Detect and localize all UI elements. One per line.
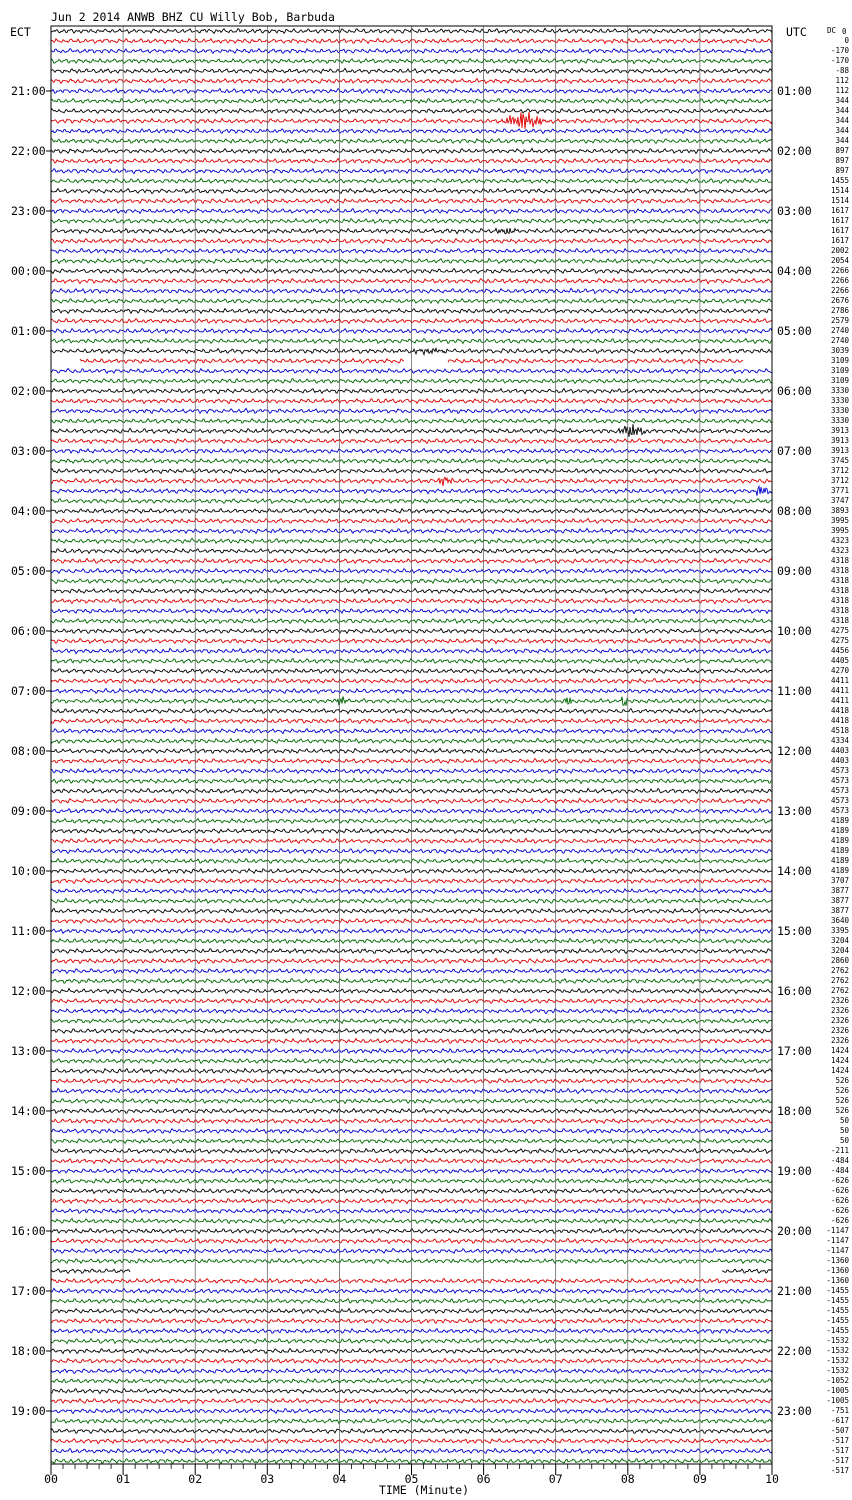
x-tick-label: 00 xyxy=(44,1472,58,1486)
dc-offset-label: -517 xyxy=(830,1456,849,1465)
dc-offset-label: 2266 xyxy=(830,276,849,285)
left-hour-label: 16:00 xyxy=(11,1224,46,1238)
dc-offset-label: 4573 xyxy=(830,806,849,815)
right-hour-label: 02:00 xyxy=(777,144,812,158)
right-hour-label: 18:00 xyxy=(777,1104,812,1118)
dc-offset-label: 2266 xyxy=(830,266,849,275)
dc-offset-label: -1532 xyxy=(826,1366,849,1375)
left-axis-label: ECT xyxy=(10,25,31,39)
dc-offset-label: 4318 xyxy=(830,596,849,605)
dc-offset-label: 3640 xyxy=(830,916,849,925)
dc-offset-label: 2786 xyxy=(830,306,849,315)
dc-offset-label: 3395 xyxy=(830,926,849,935)
dc-offset-label: 112 xyxy=(835,76,849,85)
dc-offset-label: -170 xyxy=(830,56,849,65)
dc-offset-label: 3877 xyxy=(830,906,849,915)
left-hour-label: 17:00 xyxy=(11,1284,46,1298)
dc-offset-label: 3330 xyxy=(830,416,849,425)
left-hour-label: 22:00 xyxy=(11,144,46,158)
x-axis-label: TIME (Minute) xyxy=(378,1483,470,1497)
dc-offset-label: 1617 xyxy=(830,206,849,215)
dc-offset-label: -1147 xyxy=(826,1246,849,1255)
dc-offset-label: -1005 xyxy=(826,1386,849,1395)
dc-offset-label: -626 xyxy=(830,1206,849,1215)
dc-offset-label: 4275 xyxy=(830,626,849,635)
dc-offset-label: 2579 xyxy=(830,316,849,325)
dc-offset-label: -1360 xyxy=(826,1266,849,1275)
dc-offset-label: 3039 xyxy=(830,346,849,355)
dc-offset-label: 3330 xyxy=(830,386,849,395)
dc-offset-label: 1424 xyxy=(830,1066,849,1075)
right-hour-label: 07:00 xyxy=(777,444,812,458)
left-hour-label: 18:00 xyxy=(11,1344,46,1358)
dc-offset-label: 4573 xyxy=(830,766,849,775)
right-hour-label: 11:00 xyxy=(777,684,812,698)
dc-offset-label: 1617 xyxy=(830,236,849,245)
dc-offset-label: -1147 xyxy=(826,1226,849,1235)
dc-offset-label: 50 xyxy=(839,1126,849,1135)
dc-offset-label: 2326 xyxy=(830,996,849,1005)
dc-offset-label: -1052 xyxy=(826,1376,849,1385)
dc-offset-label: 4411 xyxy=(830,696,849,705)
dc-offset-label: 4418 xyxy=(830,706,849,715)
dc-offset-label: 4456 xyxy=(830,646,849,655)
x-tick-label: 02 xyxy=(188,1472,203,1486)
dc-offset-label: -170 xyxy=(830,46,849,55)
dc-offset-label: -1455 xyxy=(826,1306,849,1315)
dc-offset-label: 3712 xyxy=(830,466,849,475)
dc-offset-label: 2762 xyxy=(830,976,849,985)
dc-offset-label: 3995 xyxy=(830,526,849,535)
dc-offset-label: 1514 xyxy=(830,186,849,195)
dc-offset-label: 344 xyxy=(835,96,849,105)
dc-offset-label: 4518 xyxy=(830,726,849,735)
dc-offset-label: 2762 xyxy=(830,986,849,995)
dc-offset-label: 4270 xyxy=(830,666,849,675)
dc-offset-label: 526 xyxy=(835,1086,849,1095)
right-hour-label: 05:00 xyxy=(777,324,812,338)
left-hour-label: 02:00 xyxy=(11,384,46,398)
x-tick-label: 08 xyxy=(620,1472,635,1486)
right-hour-label: 23:00 xyxy=(777,1404,812,1418)
left-hour-label: 08:00 xyxy=(11,744,46,758)
dc-offset-label: 2740 xyxy=(830,336,849,345)
dc-offset-label: 3771 xyxy=(830,486,849,495)
dc-offset-label: 4334 xyxy=(830,736,849,745)
dc-offset-label: -1455 xyxy=(826,1296,849,1305)
dc-offset-label: 4411 xyxy=(830,676,849,685)
left-hour-label: 10:00 xyxy=(11,864,46,878)
right-hour-label: 19:00 xyxy=(777,1164,812,1178)
dc-offset-label: -1532 xyxy=(826,1346,849,1355)
dc-offset-label: 2762 xyxy=(830,966,849,975)
dc-offset-label: 1617 xyxy=(830,216,849,225)
dc-offset-label: 4318 xyxy=(830,606,849,615)
right-hour-label: 01:00 xyxy=(777,84,812,98)
right-hour-labels xyxy=(777,84,812,1418)
dc-offset-label: 4189 xyxy=(830,856,849,865)
right-hour-label: 22:00 xyxy=(777,1344,812,1358)
dc-offset-label: 4189 xyxy=(830,826,849,835)
x-tick-label: 01 xyxy=(116,1472,131,1486)
left-hour-label: 04:00 xyxy=(11,504,46,518)
dc-offset-label: 3330 xyxy=(830,406,849,415)
dc-offset-label: 3877 xyxy=(830,896,849,905)
right-hour-label: 21:00 xyxy=(777,1284,812,1298)
dc-offset-label: 3707 xyxy=(830,876,849,885)
dc-offset-label: 3913 xyxy=(830,446,849,455)
left-hour-label: 05:00 xyxy=(11,564,46,578)
right-hour-label: 14:00 xyxy=(777,864,812,878)
dc-offset-label: 112 xyxy=(835,86,849,95)
left-hour-label: 00:00 xyxy=(11,264,46,278)
dc-offset-label: 3995 xyxy=(830,516,849,525)
right-hour-label: 03:00 xyxy=(777,204,812,218)
left-hour-label: 09:00 xyxy=(11,804,46,818)
dc-offset-label: 897 xyxy=(835,146,849,155)
left-hour-label: 12:00 xyxy=(11,984,46,998)
dc-offset-label: 0 xyxy=(844,36,849,45)
dc-offset-label: 3109 xyxy=(830,366,849,375)
left-hour-label: 19:00 xyxy=(11,1404,46,1418)
dc-offset-label: 4573 xyxy=(830,786,849,795)
left-hour-label: 11:00 xyxy=(11,924,46,938)
right-hour-label: 10:00 xyxy=(777,624,812,638)
dc-offset-label: -1455 xyxy=(826,1326,849,1335)
dc-offset-label: 897 xyxy=(835,166,849,175)
right-hour-label: 16:00 xyxy=(777,984,812,998)
dc-offset-label: 2326 xyxy=(830,1006,849,1015)
dc-offset-label: 3877 xyxy=(830,886,849,895)
dc-offset-label: -626 xyxy=(830,1176,849,1185)
dc-offset-label: 4275 xyxy=(830,636,849,645)
left-hour-label: 01:00 xyxy=(11,324,46,338)
right-hour-label: 12:00 xyxy=(777,744,812,758)
left-hour-label: 07:00 xyxy=(11,684,46,698)
dc-offset-label: 4403 xyxy=(830,756,849,765)
dc-offset-label: -626 xyxy=(830,1186,849,1195)
dc-offset-label: 2326 xyxy=(830,1026,849,1035)
dc-offset-label: 50 xyxy=(839,1116,849,1125)
dc-offset-label: 4411 xyxy=(830,686,849,695)
x-tick-label: 10 xyxy=(765,1472,779,1486)
dc-offset-label: -484 xyxy=(830,1156,849,1165)
right-hour-label: 13:00 xyxy=(777,804,812,818)
dc-offset-label: -517 xyxy=(830,1436,849,1445)
dc-offset-label: -626 xyxy=(830,1196,849,1205)
dc-offset-label: 3913 xyxy=(830,426,849,435)
x-tick-label: 05 xyxy=(404,1472,419,1486)
dc-offset-label: 344 xyxy=(835,116,849,125)
dc-offset-label: -1360 xyxy=(826,1276,849,1285)
right-hour-label: 15:00 xyxy=(777,924,812,938)
dc-offset-label: 2676 xyxy=(830,296,849,305)
left-hour-label: 15:00 xyxy=(11,1164,46,1178)
dc-offset-label: 50 xyxy=(839,1136,849,1145)
dc-offset-label: 4573 xyxy=(830,776,849,785)
dc-offset-label: -1532 xyxy=(826,1336,849,1345)
dc-offset-label: 4189 xyxy=(830,846,849,855)
dc-offset-label: 4573 xyxy=(830,796,849,805)
dc-offset-label: 344 xyxy=(835,136,849,145)
dc-offset-label: 526 xyxy=(835,1076,849,1085)
dc-offset-label: 4189 xyxy=(830,836,849,845)
dc-offset-label: 4318 xyxy=(830,556,849,565)
dc-offset-label: -1360 xyxy=(826,1256,849,1265)
dc-offset-label: 344 xyxy=(835,126,849,135)
dc-offset-label: 4189 xyxy=(830,866,849,875)
x-tick-label: 03 xyxy=(260,1472,275,1486)
dc-offset-label: 3109 xyxy=(830,356,849,365)
dc-offset-label: -751 xyxy=(830,1406,849,1415)
dc-offset-label: -1455 xyxy=(826,1316,849,1325)
dc-offset-label: 3204 xyxy=(830,936,849,945)
dc-offset-label: 2266 xyxy=(830,286,849,295)
right-hour-label: 20:00 xyxy=(777,1224,812,1238)
dc-offset-label: 526 xyxy=(835,1106,849,1115)
dc-offset-label: 4318 xyxy=(830,586,849,595)
left-hour-label: 21:00 xyxy=(11,84,46,98)
dc-offset-label: -1455 xyxy=(826,1286,849,1295)
dc-offset-label: 1424 xyxy=(830,1056,849,1065)
dc-header-value: 0 xyxy=(842,27,847,36)
dc-offset-label: 4405 xyxy=(830,656,849,665)
dc-offset-label: 4323 xyxy=(830,536,849,545)
dc-offset-label: 3330 xyxy=(830,396,849,405)
dc-offset-label: 2326 xyxy=(830,1036,849,1045)
x-tick-label: 07 xyxy=(548,1472,563,1486)
right-axis-label: UTC xyxy=(786,25,807,39)
dc-offset-label: 4418 xyxy=(830,716,849,725)
dc-offset-label: -517 xyxy=(830,1446,849,1455)
dc-offset-label: 3913 xyxy=(830,436,849,445)
x-tick-label: 09 xyxy=(692,1472,707,1486)
dc-offset-label: 4318 xyxy=(830,576,849,585)
right-hour-label: 04:00 xyxy=(777,264,812,278)
right-hour-label: 17:00 xyxy=(777,1044,812,1058)
dc-offset-label: 2002 xyxy=(830,246,849,255)
dc-offset-label: 3204 xyxy=(830,946,849,955)
dc-offset-label: -1005 xyxy=(826,1396,849,1405)
dc-offset-label: 2326 xyxy=(830,1016,849,1025)
left-hour-label: 03:00 xyxy=(11,444,46,458)
x-tick-label: 04 xyxy=(332,1472,347,1486)
dc-offset-label: -484 xyxy=(830,1166,849,1175)
right-hour-label: 09:00 xyxy=(777,564,812,578)
dc-offset-label: 3712 xyxy=(830,476,849,485)
dc-offset-labels xyxy=(826,36,849,1475)
dc-offset-label: -88 xyxy=(835,66,849,75)
x-tick-label: 06 xyxy=(476,1472,491,1486)
dc-header-label: DC xyxy=(827,26,837,35)
dc-offset-label: 1617 xyxy=(830,226,849,235)
dc-offset-label: 526 xyxy=(835,1096,849,1105)
dc-offset-label: 3893 xyxy=(830,506,849,515)
dc-offset-label: 3745 xyxy=(830,456,849,465)
left-hour-label: 06:00 xyxy=(11,624,46,638)
dc-offset-label: 1424 xyxy=(830,1046,849,1055)
dc-offset-label: 4403 xyxy=(830,746,849,755)
dc-offset-label: 4323 xyxy=(830,546,849,555)
dc-offset-label: 2054 xyxy=(830,256,849,265)
dc-offset-label: 4189 xyxy=(830,816,849,825)
dc-offset-label: 1455 xyxy=(830,176,849,185)
dc-offset-label: -211 xyxy=(830,1146,849,1155)
dc-offset-label: 2740 xyxy=(830,326,849,335)
dc-offset-label: 4318 xyxy=(830,616,849,625)
dc-offset-label: 1514 xyxy=(830,196,849,205)
left-hour-label: 14:00 xyxy=(11,1104,46,1118)
left-hour-label: 13:00 xyxy=(11,1044,46,1058)
chart-title: Jun 2 2014 ANWB BHZ CU Willy Bob, Barbuda xyxy=(51,10,335,24)
right-hour-label: 06:00 xyxy=(777,384,812,398)
dc-offset-label: -507 xyxy=(830,1426,849,1435)
dc-offset-label: -626 xyxy=(830,1216,849,1225)
dc-offset-label: -517 xyxy=(830,1466,849,1475)
dc-offset-label: 3109 xyxy=(830,376,849,385)
dc-offset-label: -1147 xyxy=(826,1236,849,1245)
dc-offset-label: 4318 xyxy=(830,566,849,575)
dc-offset-label: 3747 xyxy=(830,496,849,505)
dc-offset-label: -1532 xyxy=(826,1356,849,1365)
left-hour-label: 23:00 xyxy=(11,204,46,218)
dc-offset-label: 344 xyxy=(835,106,849,115)
dc-offset-label: 897 xyxy=(835,156,849,165)
dc-offset-label: 2860 xyxy=(830,956,849,965)
right-hour-label: 08:00 xyxy=(777,504,812,518)
dc-offset-label: -617 xyxy=(830,1416,849,1425)
left-hour-labels xyxy=(11,84,51,1418)
